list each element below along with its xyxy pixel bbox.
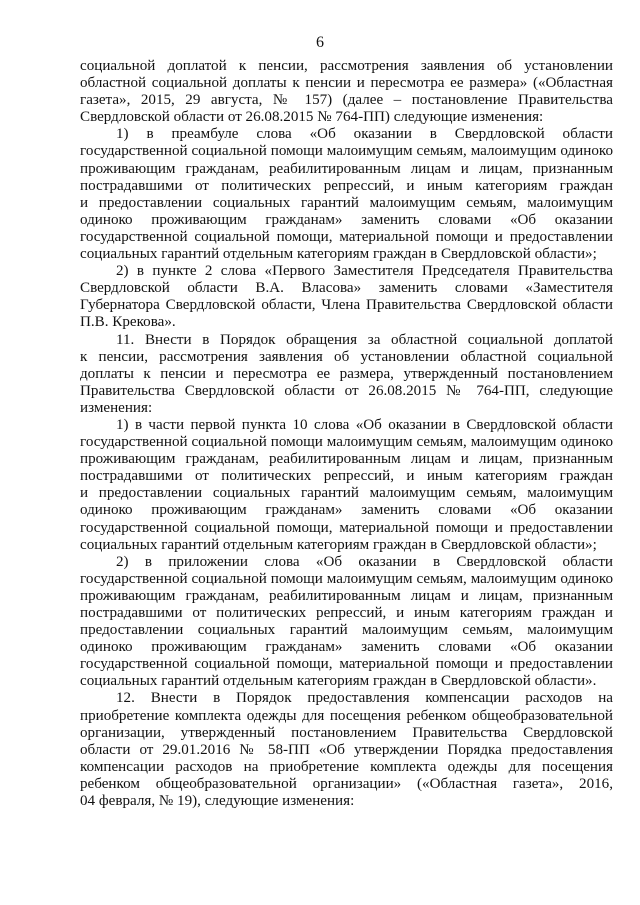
text-line: приобретение комплекта одежды для посещения ребенком общеобразовательной bbox=[80, 707, 613, 724]
text-line: проживающим гражданам, реабилитированным лицам и лицам, признанным bbox=[80, 160, 613, 177]
text-line: государственной социальной помощи малоимущим семьям, малоимущим одиноко bbox=[80, 143, 613, 160]
text-line: 12. Внести в Порядок предоставления компенсации расходов на bbox=[116, 690, 613, 707]
text-line: социальных гарантий отдельным категориям граждан в Свердловской области»; bbox=[80, 246, 597, 263]
text-line: пострадавшими от политических репрессий, и иным категориям граждан bbox=[80, 468, 613, 485]
text-line: социальной доплатой к пенсии, рассмотрения заявления об установлении bbox=[80, 58, 613, 74]
text-line: одиноко проживающим гражданам» заменить словами «Об оказании bbox=[80, 211, 613, 228]
text-line: Свердловской области от 26.08.2015 № 764-ПП) следующие изменения: bbox=[80, 109, 544, 126]
text-line: Правительства Свердловской области от 26.08.2015 № 764-ПП, следующие bbox=[80, 382, 613, 399]
text-line: одиноко проживающим гражданам» заменить словами «Об оказании bbox=[80, 639, 613, 656]
text-line: 1) в части первой пункта 10 слова «Об оказании в Свердловской области bbox=[116, 416, 613, 433]
text-line: 2) в пункте 2 слова «Первого Заместителя Председателя Правительства bbox=[116, 263, 613, 280]
paragraph bbox=[80, 332, 613, 417]
text-line: одиноко проживающим гражданам» заменить словами «Об оказании bbox=[80, 502, 613, 519]
text-line: П.В. Крекова». bbox=[80, 314, 176, 331]
text-line: государственной социальной помощи малоимущим семьям, малоимущим одиноко bbox=[80, 570, 613, 587]
text-line: изменения: bbox=[80, 399, 153, 416]
text-line: областной социальной доплаты к пенсии и пересмотра ее размера» («Областная bbox=[80, 75, 613, 92]
text-line: пострадавшими от политических репрессий, и иным категориям граждан и bbox=[80, 605, 613, 621]
text-line: пострадавшими от политических репрессий, и иным категориям граждан bbox=[80, 177, 613, 194]
text-line: проживающим гражданам, реабилитированным лицам и лицам, признанным bbox=[80, 587, 613, 604]
text-line: организации, утвержденный постановлением Правительства Свердловской bbox=[80, 724, 613, 741]
text-line: проживающим гражданам, реабилитированным лицам и лицам, признанным bbox=[80, 451, 613, 468]
paragraph bbox=[80, 126, 613, 263]
text-line: ребенком общеобразовательной организации» («Областная газета», 2016, bbox=[80, 775, 613, 792]
paragraph bbox=[80, 263, 613, 331]
text-line: компенсации расходов на приобретение комплекта одежды для посещения bbox=[80, 758, 613, 775]
text-line: 11. Внести в Порядок обращения за областной социальной доплатой bbox=[116, 331, 613, 348]
page-number: 6 bbox=[316, 34, 324, 51]
paragraph bbox=[80, 58, 613, 126]
text-line: социальных гарантий отдельным категориям граждан в Свердловской области»; bbox=[80, 536, 597, 553]
text-line: социальных гарантий отдельным категориям граждан в Свердловской области». bbox=[80, 673, 597, 690]
text-line: Губернатора Свердловской области, Члена Правительства Свердловской области bbox=[80, 297, 613, 314]
text-line: 1) в преамбуле слова «Об оказании в Свердловской области bbox=[116, 126, 613, 143]
text-line: газета», 2015, 29 августа, № 157) (далее – постановление Правительства bbox=[80, 92, 613, 109]
paragraph bbox=[80, 417, 613, 554]
text-line: предоставлении социальных гарантий малоимущим семьям, малоимущим bbox=[80, 622, 613, 639]
text-line: государственной социальной помощи, материальной помощи и предоставлении bbox=[80, 519, 613, 536]
text-line: 2) в приложении слова «Об оказании в Свердловской области bbox=[116, 553, 613, 570]
document-body bbox=[80, 58, 613, 810]
text-line: к пенсии, рассмотрения заявления об установлении областной социальной bbox=[80, 348, 613, 365]
text-line: доплаты к пенсии и пересмотра ее размера, утвержденный постановлением bbox=[80, 365, 613, 382]
text-line: и предоставлении социальных гарантий малоимущим семьям, малоимущим bbox=[80, 485, 613, 502]
paragraph bbox=[80, 554, 613, 691]
paragraph bbox=[80, 690, 613, 810]
text-line: государственной социальной помощи малоимущим семьям, малоимущим одиноко bbox=[80, 434, 613, 451]
text-line: Свердловской области В.А. Власова» заменить словами «Заместителя bbox=[80, 280, 613, 297]
text-line: 04 февраля, № 19), следующие изменения: bbox=[80, 793, 355, 810]
text-line: и предоставлении социальных гарантий малоимущим семьям, малоимущим bbox=[80, 194, 613, 211]
text-line: государственной социальной помощи, материальной помощи и предоставлении bbox=[80, 656, 613, 673]
text-line: области от 29.01.2016 № 58-ПП «Об утверждении Порядка предоставления bbox=[80, 741, 613, 758]
text-line: государственной социальной помощи, материальной помощи и предоставлении bbox=[80, 228, 613, 245]
